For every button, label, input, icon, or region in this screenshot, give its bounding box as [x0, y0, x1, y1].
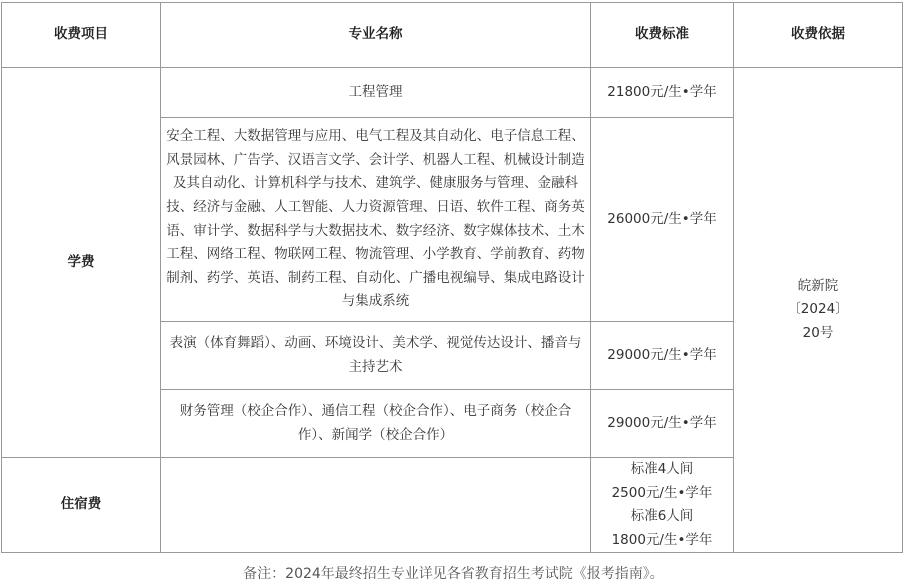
- dormitory-label: 住宿费: [2, 458, 161, 553]
- dormitory-major-cell: [161, 458, 591, 553]
- header-fee-basis: 收费依据: [734, 3, 903, 68]
- dormitory-standard-line: 2500元/生•学年: [611, 484, 713, 501]
- header-fee-standard: 收费标准: [591, 3, 734, 68]
- tuition-standard-cell: 21800元/生•学年: [591, 68, 734, 118]
- fee-table: [1, 2, 903, 553]
- dormitory-standard-line: 1800元/生•学年: [611, 531, 713, 548]
- header-fee-item: 收费项目: [2, 3, 161, 68]
- tuition-major-cell: 工程管理: [161, 68, 591, 118]
- fee-basis-line: 20号: [802, 324, 834, 341]
- tuition-major-cell: 财务管理（校企合作）、通信工程（校企合作）、电子商务（校企合作）、新闻学（校企合作）: [161, 390, 591, 458]
- table-header-row: [2, 3, 903, 68]
- tuition-major-cell: 表演（体育舞蹈）、动画、环境设计、美术学、视觉传达设计、播音与主持艺术: [161, 322, 591, 390]
- dormitory-standard-line: 标准4人间: [630, 461, 694, 477]
- table-row: [2, 68, 903, 118]
- tuition-standard-cell: 29000元/生•学年: [591, 322, 734, 390]
- footnote: 备注：2024年最终招生专业详见各省教育招生考试院《报考指南》。: [243, 566, 664, 582]
- dormitory-standard-cell: [591, 458, 734, 553]
- header-major-name: 专业名称: [161, 3, 591, 68]
- fee-basis-line: 皖新院: [797, 277, 839, 294]
- fee-basis-cell: [734, 68, 903, 553]
- tuition-label: 学费: [2, 68, 161, 458]
- dormitory-standard-line: 标准6人间: [630, 508, 694, 525]
- tuition-standard-cell: 29000元/生•学年: [591, 390, 734, 458]
- fee-basis-line: 〔2024〕: [787, 301, 849, 318]
- tuition-standard-cell: 26000元/生•学年: [591, 118, 734, 322]
- tuition-major-cell: 安全工程、大数据管理与应用、电气工程及其自动化、电子信息工程、风景园林、广告学、汉语言文学、会计学、机器人工程、机械设计制造及其自动化、计算机科学与技术、建筑学、健康服务与管理、金融科技、经济与金融、人工智能、人力资源管理、日语、软件工程、商务英语、审计学、数据科学与大数据技术、数字经济、数字媒体技术、土木工程、网络工程、物联网工程、物流管理、小学教育、学前教育、药物制剂、药学、英语、制药工程、自动化、广播电视编导、集成电路设计与集成系统: [161, 118, 591, 322]
